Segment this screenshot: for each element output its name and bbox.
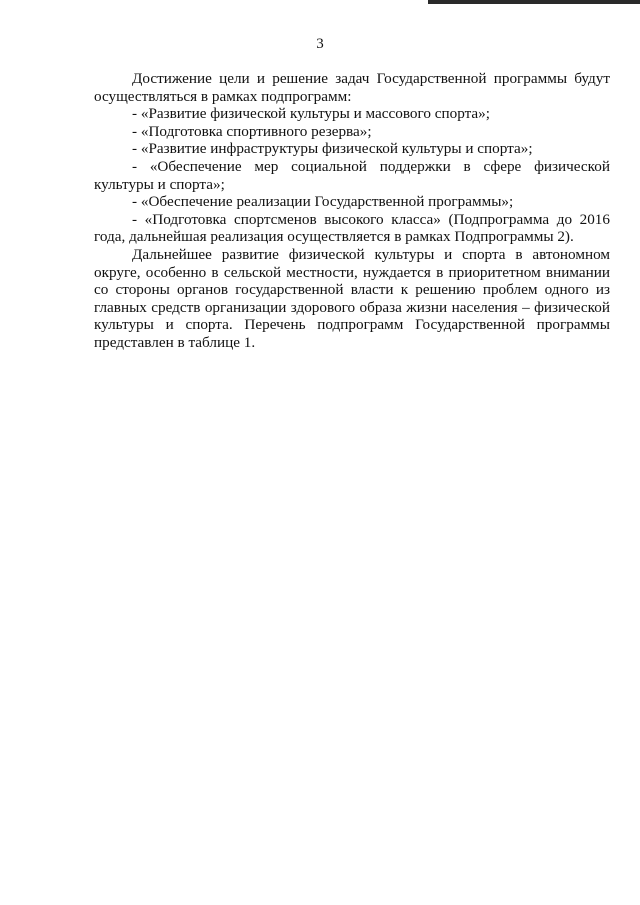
- document-body: [94, 70, 610, 352]
- list-item: - «Подготовка спортивного резерва»;: [132, 122, 372, 140]
- subprogram-list: [94, 105, 610, 246]
- list-item: - «Развитие физической культуры и массового спорта»;: [132, 105, 490, 123]
- page-number: 3: [316, 36, 324, 52]
- list-item: - «Развитие инфраструктуры физической культуры и спорта»;: [132, 140, 533, 158]
- list-item: - «Подготовка спортсменов высокого класса» (Подпрограмма до 2016 года, дальнейшая реализация осуществляется в рамках Подпрограммы 2).: [94, 210, 610, 246]
- list-item: - «Обеспечение реализации Государственной программы»;: [132, 193, 514, 211]
- list-item: - «Обеспечение мер социальной поддержки в сфере физической культуры и спорта»;: [94, 157, 610, 193]
- intro-paragraph: Достижение цели и решение задач Государственной программы будут осуществляться в рамках подпрограмм:: [94, 70, 610, 105]
- scan-edge-mark: [428, 0, 640, 4]
- conclusion-paragraph: Дальнейшее развитие физической культуры и спорта в автономном округе, особенно в сельской местности, нуждается в приоритетном внимании со стороны органов государственной власти к решению проблем одного из главных средств организации здорового образа жизни населения – физической культуры и спорта. Перечень подпрограмм Государственной программы представлен в таблице 1.: [94, 245, 610, 351]
